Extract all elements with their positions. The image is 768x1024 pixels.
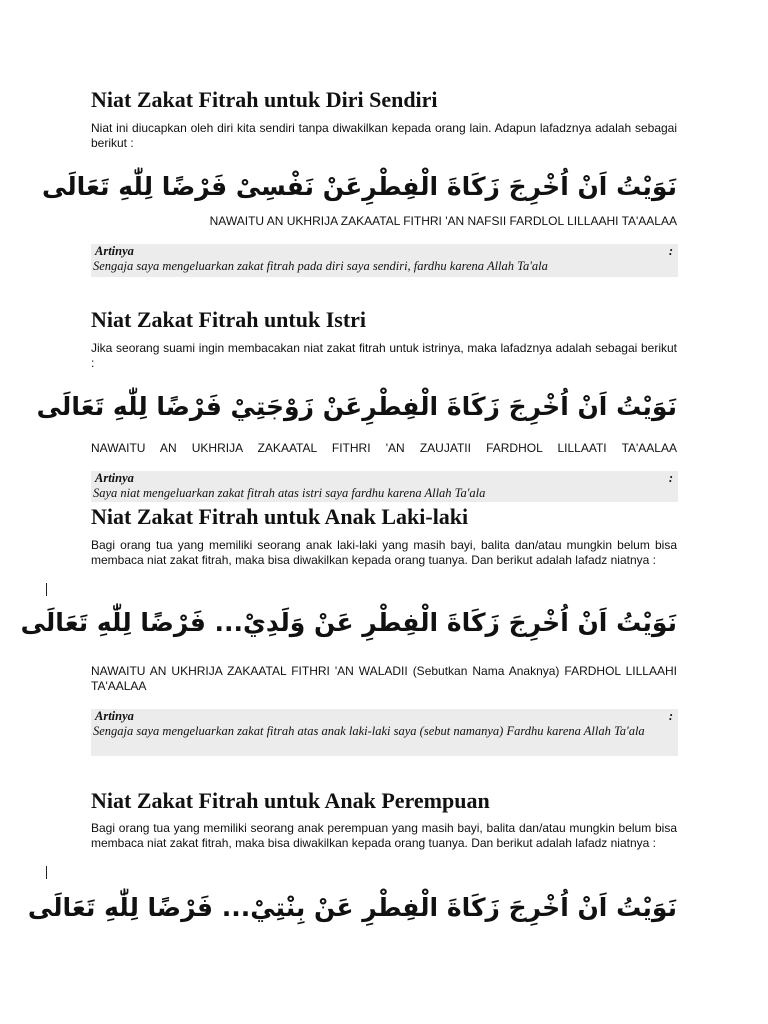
heading-anak-laki-laki: Niat Zakat Fitrah untuk Anak Laki-laki [91,504,469,529]
artinya-box-istri [91,471,678,502]
intro-diri-sendiri: Niat ini diucapkan oleh diri kita sendiri tanpa diwakilkan kepada orang lain. Adapun lafadznya adalah sebagai berikut : [91,121,677,150]
artinya-text: Sengaja saya mengeluarkan zakat fitrah atas anak laki-laki saya (sebut namanya) Fardhu karena Allah Ta'ala [93,724,645,738]
heading-anak-perempuan: Niat Zakat Fitrah untuk Anak Perempuan [91,788,490,813]
transliteration-anak-laki-laki: NAWAITU AN UKHRIJA ZAKAATAL FITHRI 'AN WALADII (Sebutkan Nama Anaknya) FARDHOL LILLAAHI TA'AALAA [91,664,677,693]
arabic-niat-anak-laki-laki: نَوَيْتُ اَنْ اُخْرِجَ زَكَاةَ الْفِطْرِ عَنْ وَلَدِيْ... فَرْضًا لِلّٰهِ تَعَالَى [20,608,677,637]
transliteration-diri-sendiri: NAWAITU AN UKHRIJA ZAKAATAL FITHRI 'AN NAFSII FARDLOL LILLAAHI TA'AALAA [209,214,677,228]
arabic-niat-diri-sendiri: نَوَيْتُ اَنْ اُخْرِجَ زَكَاةَ الْفِطْرِعَنْ نَفْسِىْ فَرْضًا لِلّٰهِ تَعَالَى [41,172,677,201]
arabic-niat-anak-perempuan: نَوَيْتُ اَنْ اُخْرِجَ زَكَاةَ الْفِطْرِ عَنْ بِنْتِيْ... فَرْضًا لِلّٰهِ تَعَالَى [27,893,677,922]
artinya-box-diri-sendiri [91,244,678,277]
artinya-colon: : [668,709,673,723]
artinya-text: Saya niat mengeluarkan zakat fitrah atas istri saya fardhu karena Allah Ta'ala [93,486,486,500]
artinya-label: Artinya [95,244,134,258]
artinya-label: Artinya [95,709,134,723]
artinya-text: Sengaja saya mengeluarkan zakat fitrah pada diri saya sendiri, fardhu karena Allah Ta'ala [93,259,548,273]
artinya-box-anak-laki-laki [91,709,678,756]
heading-istri: Niat Zakat Fitrah untuk Istri [91,307,367,332]
transliteration-istri: NAWAITU AN UKHRIJA ZAKAATAL FITHRI 'AN ZAUJATII FARDHOL LILLAATI TA'AALAA [91,441,677,455]
intro-anak-laki-laki: Bagi orang tua yang memiliki seorang anak laki-laki yang masih bayi, balita dan/atau mungkin belum bisa membaca niat zakat fitrah, maka bisa diwakilkan kepada orang tuanya. Dan berikut adalah lafadz niatnya : [91,538,677,567]
arabic-niat-istri: نَوَيْتُ اَنْ اُخْرِجَ زَكَاةَ الْفِطْرِعَنْ زَوْجَتِيْ فَرْضًا لِلّٰهِ تَعَالَى [36,392,677,421]
text-cursor-marker [46,583,47,596]
intro-anak-perempuan: Bagi orang tua yang memiliki seorang anak perempuan yang masih bayi, balita dan/atau mungkin belum bisa membaca niat zakat fitrah, maka bisa diwakilkan kepada orang tuanya. Dan berikut adalah lafadz niatnya : [91,821,677,850]
text-cursor-marker [46,866,47,879]
artinya-label: Artinya [95,471,134,485]
intro-istri: Jika seorang suami ingin membacakan niat zakat fitrah untuk istrinya, maka lafadznya adalah sebagai berikut : [91,341,677,370]
heading-diri-sendiri: Niat Zakat Fitrah untuk Diri Sendiri [91,87,438,112]
artinya-colon: : [668,244,673,258]
artinya-colon: : [668,471,673,485]
